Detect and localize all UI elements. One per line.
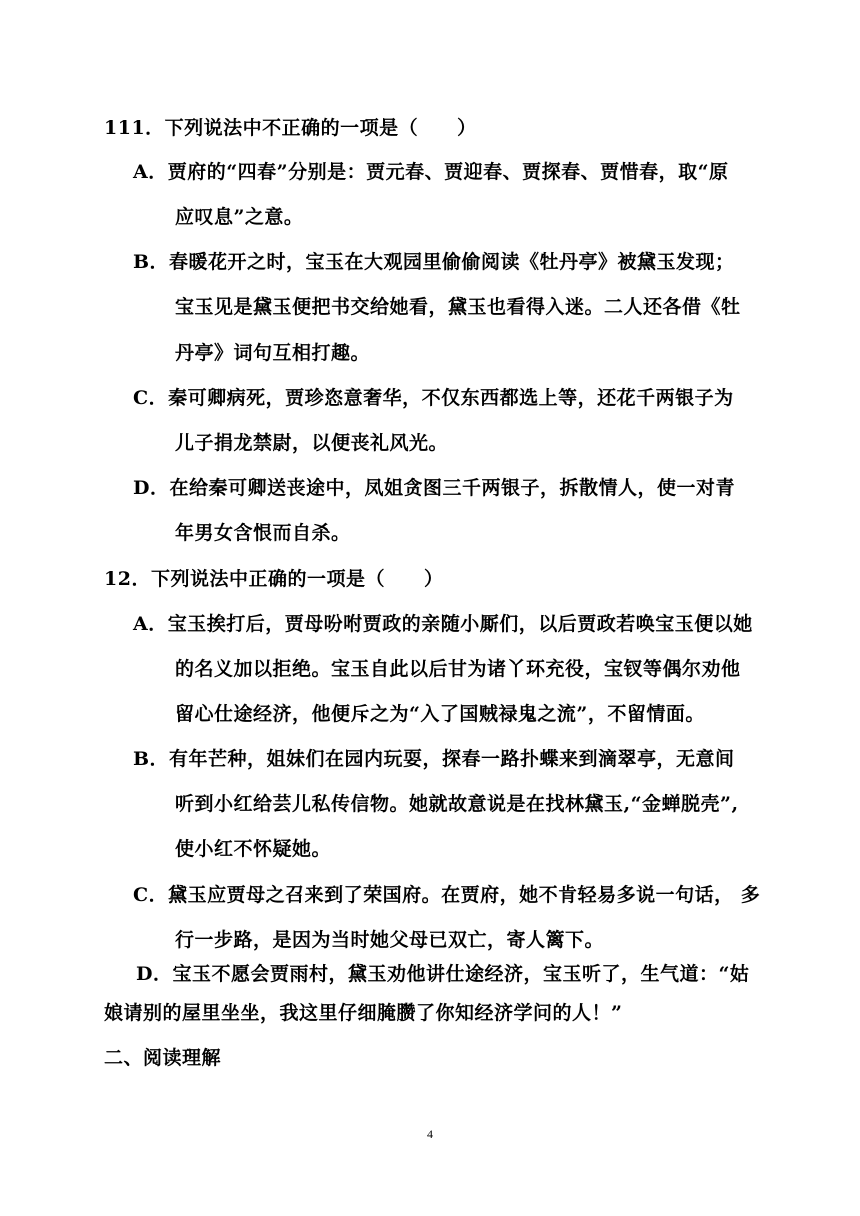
q11-option-a-line-2: 应叹息”之意。 [175,206,304,228]
q12-option-d-line-1: D．宝玉不愿会贾雨村，黛玉劝他讲仕途经济，宝玉听了，生气道：“姑 [136,963,750,985]
q12-option-a-line-1: A．宝玉挨打后，贾母吩咐贾政的亲随小厮们，以后贾政若唤宝玉便以她 [133,613,753,635]
q11-option-d-line-1: D．在给秦可卿送丧途中，凤姐贪图三千两银子，拆散情人，使一对青 [133,477,735,499]
question-11-stem: 111．下列说法中不正确的一项是（ ） [104,117,477,139]
question-12-stem: 12．下列说法中正确的一项是（ ） [104,568,444,590]
q12-option-a-line-2: 的名义加以拒绝。宝玉自此以后甘为诸丫环充役，宝钗等偶尔劝他 [175,658,741,680]
q11-option-c-line-2: 儿子捐龙禁尉，以便丧礼风光。 [175,432,449,454]
q12-option-b-line-1: B．有年芒种，姐妹们在园内玩耍，探春一路扑蝶来到滴翠亭，无意间 [133,748,735,770]
q12-option-d-line-2: 娘请别的屋里坐坐，我这里仔细腌臜了你知经济学问的人！” [104,1002,623,1024]
section-heading-reading: 二、阅读理解 [104,1047,222,1069]
q12-option-b-line-2: 听到小红给芸儿私传信物。她就故意说是在找林黛玉,“金蝉脱壳”, [175,793,739,815]
q11-option-c-line-1: C．秦可卿病死，贾珍恣意奢华，不仅东西都选上等，还花千两银子为 [133,387,734,409]
q11-option-d-line-2: 年男女含恨而自杀。 [175,522,351,544]
q11-option-b-line-2: 宝玉见是黛玉便把书交给她看，黛玉也看得入迷。二人还各借《牡 [175,296,741,318]
q12-option-b-line-3: 使小红不怀疑她。 [175,838,332,860]
q12-option-c-line-2: 行一步路，是因为当时她父母已双亡，寄人篱下。 [175,929,605,951]
q12-option-c-line-1: C．黛玉应贾母之召来到了荣国府。在贾府，她不肯轻易多说一句话， 多 [133,884,761,906]
q11-option-a-line-1: A．贾府的“四春”分别是：贾元春、贾迎春、贾探春、贾惜春，取“原 [133,161,729,183]
page-number: 4 [427,1127,433,1141]
q11-option-b-line-1: B．春暖花开之时，宝玉在大观园里偷偷阅读《牡丹亭》被黛玉发现； [133,251,735,273]
q11-option-b-line-3: 丹亭》词句互相打趣。 [175,342,371,364]
q12-option-a-line-3: 留心仕途经济，他便斥之为“入了国贼禄鬼之流”，不留情面。 [175,703,705,725]
